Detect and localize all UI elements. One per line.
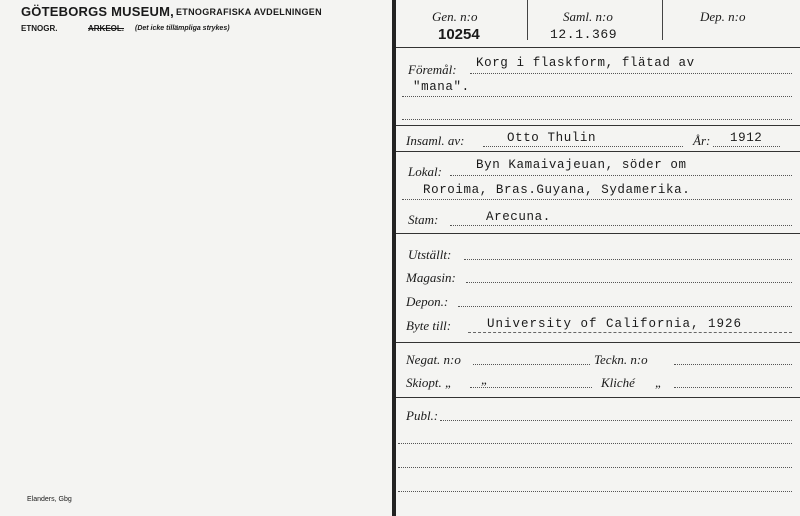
row-divider bbox=[396, 342, 800, 343]
column-divider bbox=[527, 0, 528, 40]
dotted-line bbox=[398, 443, 792, 444]
byte-value: University of California, 1926 bbox=[487, 317, 743, 331]
negat-label: Negat. n:o bbox=[406, 352, 461, 367]
utstallt-label: Utställt: bbox=[408, 247, 452, 262]
dotted-line bbox=[402, 96, 792, 97]
dotted-line bbox=[440, 420, 792, 421]
kliche-label: Kliché bbox=[601, 375, 635, 390]
byte-label: Byte till: bbox=[406, 318, 452, 333]
lokal-line2: Roroima, Bras.Guyana, Sydamerika. bbox=[423, 183, 691, 197]
foremal-label: Föremål: bbox=[408, 62, 457, 77]
insaml-value: Otto Thulin bbox=[507, 131, 597, 145]
dotted-line bbox=[466, 282, 792, 283]
ar-label: År: bbox=[693, 133, 711, 148]
dotted-line bbox=[450, 225, 792, 226]
dep-label: Dep. n:o bbox=[700, 9, 746, 24]
ar-value: 1912 bbox=[730, 131, 763, 145]
lokal-label: Lokal: bbox=[408, 164, 442, 179]
lokal-line1: Byn Kamaivajeuan, söder om bbox=[476, 158, 687, 172]
insaml-label: Insaml. av: bbox=[406, 133, 465, 148]
foremal-line2: "mana". bbox=[413, 80, 470, 94]
gen-value: 10254 bbox=[438, 26, 480, 43]
dotted-line bbox=[470, 387, 592, 388]
dotted-line bbox=[402, 199, 792, 200]
dotted-line bbox=[483, 146, 683, 147]
dotted-line bbox=[402, 119, 792, 120]
row-divider bbox=[396, 397, 800, 398]
etnogr-label: ETNOGR. bbox=[21, 24, 58, 33]
dashed-line bbox=[468, 332, 792, 333]
row-divider bbox=[396, 47, 800, 48]
dotted-line bbox=[464, 259, 792, 260]
teckn-label: Teckn. n:o bbox=[594, 352, 648, 367]
magasin-label: Magasin: bbox=[406, 270, 456, 285]
stam-label: Stam: bbox=[408, 212, 439, 227]
saml-value: 12.1.369 bbox=[550, 27, 618, 42]
saml-label: Saml. n:o bbox=[563, 9, 613, 24]
row-divider bbox=[396, 233, 800, 234]
museum-name: GÖTEBORGS MUSEUM, bbox=[21, 4, 174, 19]
kliche-ditto-mark: „ bbox=[655, 375, 663, 390]
printer-mark: Elanders, Gbg bbox=[27, 496, 72, 503]
row-divider bbox=[396, 125, 800, 126]
strike-note: (Det icke tillämpliga strykes) bbox=[135, 25, 230, 32]
dotted-line bbox=[674, 364, 792, 365]
dotted-line bbox=[450, 175, 792, 176]
dotted-line bbox=[398, 467, 792, 468]
publ-label: Publ.: bbox=[406, 408, 439, 423]
depon-label: Depon.: bbox=[406, 294, 449, 309]
arkeol-label: ARKEOL. bbox=[88, 24, 124, 33]
department-name: ETNOGRAFISKA AVDELNINGEN bbox=[176, 7, 322, 17]
skiopt-ditto-mark: „ bbox=[481, 372, 489, 387]
gen-label: Gen. n:o bbox=[432, 9, 478, 24]
dotted-line bbox=[473, 364, 590, 365]
foremal-line1: Korg i flaskform, flätad av bbox=[476, 56, 695, 70]
dotted-line bbox=[470, 73, 792, 74]
card-margin-line bbox=[392, 0, 396, 516]
dotted-line bbox=[674, 387, 792, 388]
dotted-line bbox=[458, 306, 792, 307]
dotted-line bbox=[713, 146, 780, 147]
skiopt-label: Skiopt. „ bbox=[406, 375, 453, 390]
stam-value: Arecuna. bbox=[486, 210, 551, 224]
column-divider bbox=[662, 0, 663, 40]
row-divider bbox=[396, 151, 800, 152]
dotted-line bbox=[398, 491, 792, 492]
